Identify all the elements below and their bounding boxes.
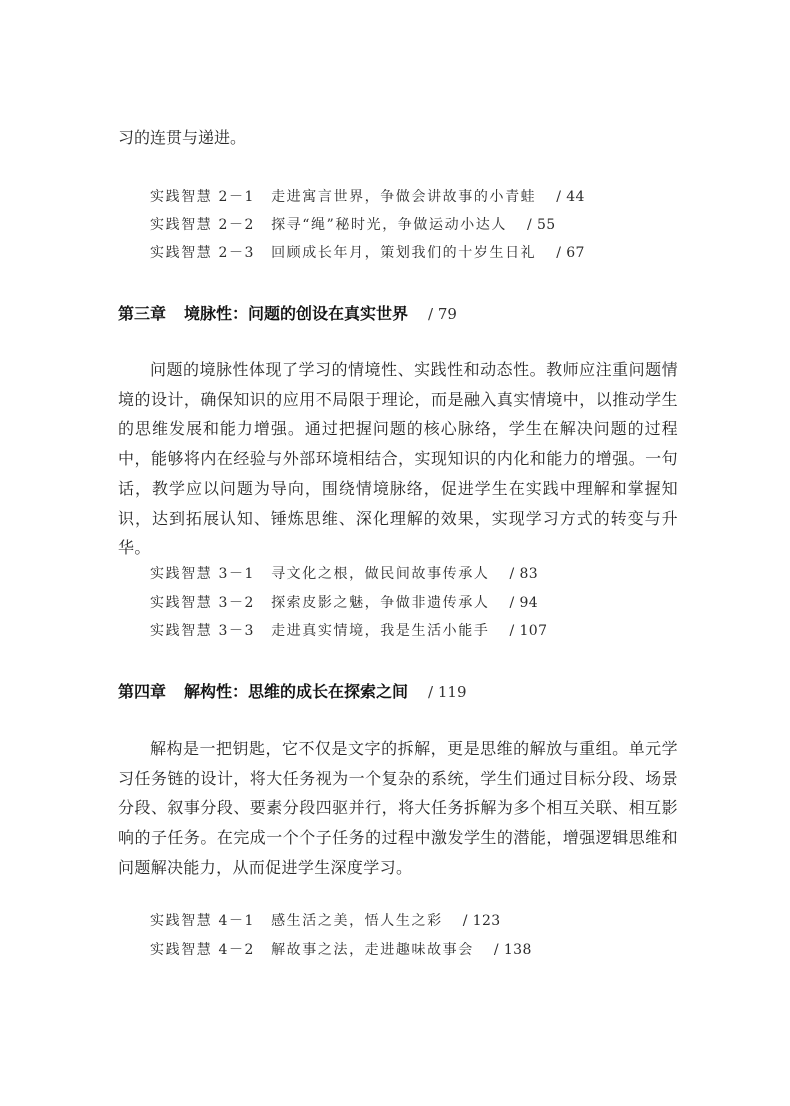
chapter-3-paragraph: 问题的境脉性体现了学习的情境性、实践性和动态性。教师应注重问题情境的设计，确保知识的应用不局限于理论，而是融入真实情境中，以推动学生的思维发展和能力增强。通过把握问题的核心脉络，学生在解决问题的过程中，能够将内在经验与外部环境相结合，实现知识的内化和能力的增强。一句话，教学应以问题为导向，围绕情境脉络，促进学生在实践中理解和掌握知识，达到拓展认知、锤炼思维、深化理解的效果，实现学习方式的转变与升华。: [118, 360, 678, 558]
practice-code: 实践智慧 2－1: [150, 189, 256, 205]
practice-title: 寻文化之根，做民间故事传承人: [271, 566, 490, 582]
practice-page: / 94: [509, 595, 539, 611]
practice-title: 探索皮影之魅，争做非遗传承人: [271, 595, 490, 611]
practice-page: / 83: [509, 566, 539, 582]
practice-title: 解故事之法，走进趣味故事会: [271, 942, 474, 958]
practice-title: 走进真实情境，我是生活小能手: [271, 623, 490, 639]
practice-item-3-1: [150, 565, 538, 583]
practice-code: 实践智慧 3－3: [150, 623, 256, 639]
practice-title: 回顾成长年月，策划我们的十岁生日礼: [271, 245, 537, 261]
practice-item-2-2: [150, 216, 556, 234]
practice-item-2-3: [150, 244, 585, 262]
practice-code: 实践智慧 4－2: [150, 942, 256, 958]
chapter-4-heading: [118, 682, 466, 702]
practice-page: / 107: [509, 623, 548, 639]
practice-code: 实践智慧 3－2: [150, 595, 256, 611]
practice-title: 感生活之美，悟人生之彩: [271, 913, 443, 929]
chapter-title: 解构性：思维的成长在探索之间: [184, 682, 409, 701]
practice-page: / 55: [527, 217, 556, 233]
practice-page: / 123: [462, 913, 501, 929]
practice-code: 实践智慧 2－3: [150, 245, 256, 261]
chapter-number: 第三章: [118, 304, 167, 323]
chapter-title: 境脉性：问题的创设在真实世界: [184, 304, 409, 323]
practice-title: 走进寓言世界，争做会讲故事的小青蛙: [271, 189, 537, 205]
chapter-number: 第四章: [118, 682, 167, 701]
practice-item-4-1: [150, 912, 501, 930]
carry-over-text: 习的连贯与递进。: [118, 128, 247, 147]
chapter-page: / 79: [428, 305, 457, 323]
practice-item-3-2: [150, 594, 538, 612]
chapter-3-heading: [118, 304, 457, 324]
practice-code: 实践智慧 2－2: [150, 217, 256, 233]
practice-page: / 44: [556, 189, 585, 205]
practice-item-4-2: [150, 941, 532, 959]
practice-title: 探寻“绳”秘时光，争做运动小达人: [271, 217, 507, 233]
practice-page: / 67: [556, 245, 585, 261]
practice-item-2-1: [150, 188, 585, 206]
practice-item-3-3: [150, 622, 547, 640]
practice-code: 实践智慧 3－1: [150, 566, 256, 582]
practice-code: 实践智慧 4－1: [150, 913, 256, 929]
chapter-page: / 119: [428, 683, 467, 701]
chapter-4-paragraph: 解构是一把钥匙，它不仅是文字的拆解，更是思维的解放与重组。单元学习任务链的设计，将大任务视为一个复杂的系统，学生们通过目标分段、场景分段、叙事分段、要素分段四驱并行，将大任务拆解为多个相互关联、相互影响的子任务。在完成一个个子任务的过程中激发学生的潜能，增强逻辑思维和问题解决能力，从而促进学生深度学习。: [118, 739, 678, 877]
practice-page: / 138: [493, 942, 532, 958]
